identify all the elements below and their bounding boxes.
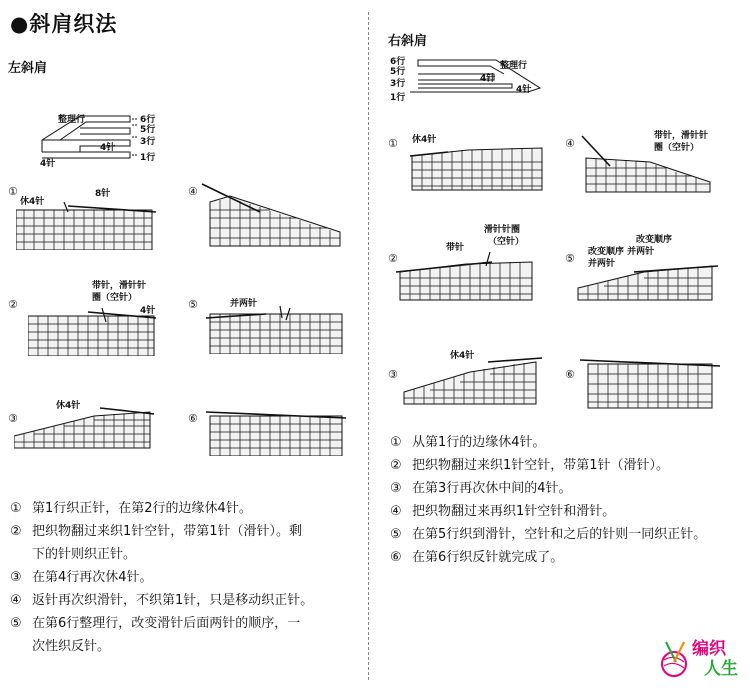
row-label: 6行 [390, 57, 406, 67]
step-text: 把织物翻过来再织1针空针和滑针。 [412, 504, 616, 519]
step-text: 第1行织正针，在第2行的边缘休4针。 [32, 501, 252, 516]
step-text: 从第1行的边缘休4针。 [412, 435, 546, 450]
step-number: ⑤ [390, 527, 402, 542]
step-text: 次性织反针。 [32, 639, 111, 654]
step-number: ① [390, 435, 402, 450]
row-label: 1行 [390, 93, 406, 103]
step-number: ② [10, 524, 22, 539]
knit-swatch-right-4 [580, 134, 720, 196]
knit-swatch-left-2 [28, 308, 158, 356]
step-item [10, 589, 313, 612]
figure-number: ② [388, 252, 398, 265]
right-schematic-label-top: 整理行 [500, 61, 528, 71]
figure-label: 带针，滑针针 [92, 281, 147, 291]
step-item [10, 635, 313, 658]
left-schematic-label-bottom: 4针 [40, 159, 56, 169]
figure-number: ① [8, 185, 18, 198]
step-item [10, 520, 313, 543]
step-item [10, 566, 313, 589]
row-label: 5行 [390, 67, 406, 77]
right-schematic-label-bottom: 4针 [516, 85, 532, 95]
knit-swatch-left-5 [206, 304, 346, 354]
figure-number: ④ [188, 185, 198, 198]
left-schematic-label-mid: 4针 [100, 143, 116, 153]
right-schematic-rows [390, 57, 405, 103]
step-text: 在第6行整理行，改变滑针后面两针的顺序，一 [32, 616, 301, 631]
figure-label: 圈（空针） [92, 293, 138, 303]
step-number: ⑤ [10, 616, 22, 631]
figure-number: ⑤ [565, 252, 575, 265]
step-number: ④ [10, 593, 22, 608]
knit-swatch-left-6 [206, 404, 346, 456]
knit-swatch-right-3 [400, 352, 544, 408]
knit-swatch-left-1 [16, 202, 156, 250]
step-text: 在第6行织反针就完成了。 [412, 550, 564, 565]
step-number: ③ [10, 570, 22, 585]
figure-label: （空针） [488, 237, 525, 247]
figure-label: 改变顺序 并两针 [588, 247, 655, 257]
left-heading: 左斜肩 [8, 61, 48, 76]
left-schematic-label-top: 整理行 [58, 115, 86, 125]
figure-number: ⑥ [565, 368, 575, 381]
step-text: 在第5行织到滑针，空针和之后的针则一同织正针。 [412, 527, 707, 542]
step-text: 在第3行再次休中间的4针。 [412, 481, 572, 496]
step-item [390, 477, 706, 500]
figure-label: 休4针 [56, 401, 81, 411]
right-schematic-label-mid: 4针 [480, 74, 496, 84]
figure-label: 4针 [140, 306, 156, 316]
knit-swatch-left-4 [200, 182, 344, 254]
step-item [10, 612, 313, 635]
figure-label: 并两针 [230, 299, 258, 309]
logo-line2: 人生 [704, 659, 738, 679]
step-number: ⑥ [390, 550, 402, 565]
figure-label: 带针，滑针针 [654, 131, 709, 141]
step-number: ① [10, 501, 22, 516]
logo-line1: 编织 [692, 639, 726, 659]
row-label: 3行 [390, 79, 406, 89]
row-label: 1行 [140, 153, 156, 163]
figure-number: ⑥ [188, 412, 198, 425]
row-label: 3行 [140, 137, 156, 147]
figure-label: 8针 [95, 189, 111, 199]
row-label: 6行 [140, 115, 156, 125]
step-text: 把织物翻过来织1针空针，带第1针（滑针）。剩 [32, 524, 303, 539]
figure-number: ③ [8, 412, 18, 425]
step-text: 在第4行再次休4针。 [32, 570, 153, 585]
figure-number: ③ [388, 368, 398, 381]
row-label: 5行 [140, 125, 156, 135]
figure-label: 圈（空针） [654, 143, 700, 153]
step-item [390, 500, 706, 523]
step-number: ② [390, 458, 402, 473]
step-number: ④ [390, 504, 402, 519]
step-text: 返针再次织滑针，不织第1针，只是移动织正针。 [32, 593, 314, 608]
knit-swatch-right-5 [574, 258, 720, 304]
figure-number: ① [388, 137, 398, 150]
step-item [390, 431, 706, 454]
site-logo [656, 634, 748, 684]
figure-label: 休4针 [20, 197, 45, 207]
knit-swatch-right-6 [580, 350, 720, 410]
left-steps [10, 497, 313, 658]
step-item [390, 523, 706, 546]
figure-label: 休4针 [412, 135, 437, 145]
step-number: ③ [390, 481, 402, 496]
figure-label: 并两针 [588, 259, 616, 269]
figure-number: ⑤ [188, 298, 198, 311]
page-title: ●斜肩织法 [10, 12, 118, 36]
knit-swatch-left-3 [14, 402, 156, 452]
left-schematic-rows [140, 115, 155, 163]
knit-swatch-right-2 [396, 252, 538, 304]
step-item [390, 546, 706, 569]
figure-number: ④ [565, 137, 575, 150]
right-steps [390, 431, 706, 569]
figure-label: 改变顺序 [636, 235, 673, 245]
step-item [10, 543, 313, 566]
figure-number: ② [8, 298, 18, 311]
figure-label: 带针 [446, 243, 465, 253]
knit-swatch-right-1 [408, 138, 546, 194]
step-item [390, 454, 706, 477]
right-heading: 右斜肩 [388, 34, 428, 49]
figure-label: 滑针针圈 [484, 225, 521, 235]
figure-label: 休4针 [450, 351, 475, 361]
step-text: 把织物翻过来织1针空针，带第1针（滑针）。 [412, 458, 670, 473]
step-text: 下的针则织正针。 [32, 547, 137, 562]
step-item [10, 497, 313, 520]
column-divider [368, 12, 369, 680]
